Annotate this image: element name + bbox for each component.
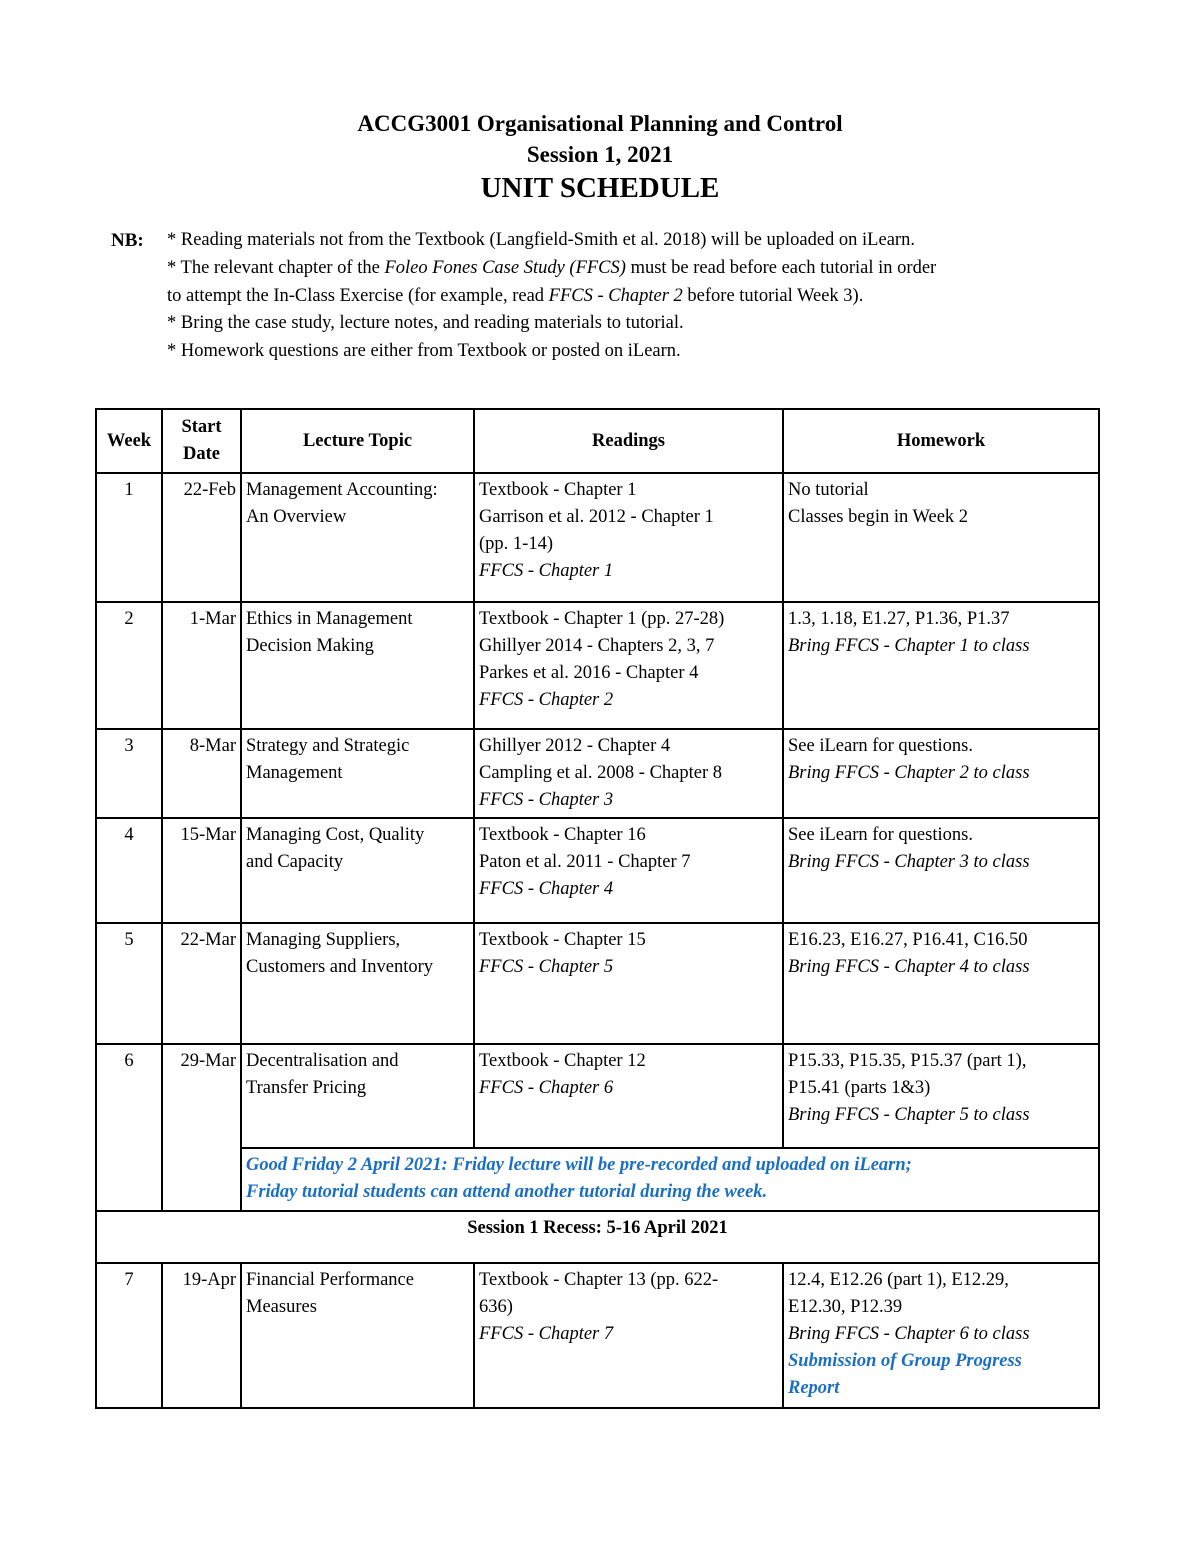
week-cell: 2: [96, 602, 162, 729]
date-cell: 15-Mar: [162, 818, 241, 923]
note-text: to attempt the In-Class Exercise (for example, read: [167, 286, 549, 306]
date-cell: 22-Mar: [162, 923, 241, 1044]
table-row: [96, 923, 1099, 1044]
week-cell: 7: [96, 1263, 162, 1408]
cell-line: An Overview: [246, 507, 347, 527]
good-friday-row: [96, 1148, 1099, 1211]
note-text: * The relevant chapter of the: [167, 258, 385, 278]
note-text-italic: FFCS - Chapter 2: [548, 286, 683, 306]
cell-line: Measures: [246, 1297, 317, 1317]
cell-line: Decentralisation and: [246, 1051, 399, 1071]
cell-line: Classes begin in Week 2: [788, 507, 969, 527]
notes-label: NB:: [111, 230, 144, 251]
week-cell: 6: [96, 1044, 162, 1211]
header-text: Date: [183, 444, 220, 464]
cell-line-italic: Bring FFCS - Chapter 3 to class: [788, 852, 1030, 872]
cell-line: Paton et al. 2011 - Chapter 7: [479, 852, 691, 872]
readings-cell: [474, 1263, 783, 1408]
cell-line-italic: FFCS - Chapter 2: [479, 690, 614, 710]
homework-cell: [783, 1044, 1099, 1148]
week-cell: 1: [96, 473, 162, 602]
table-row: [96, 729, 1099, 818]
note-line: Good Friday 2 April 2021: Friday lecture will be pre-recorded and uploaded on iLearn;: [246, 1155, 912, 1175]
cell-line-italic: FFCS - Chapter 3: [479, 790, 614, 810]
cell-line: 636): [479, 1297, 513, 1317]
week-cell: 4: [96, 818, 162, 923]
homework-cell: [783, 818, 1099, 923]
cell-line: (pp. 1-14): [479, 534, 553, 554]
cell-line: Textbook - Chapter 1 (pp. 27-28): [479, 609, 725, 629]
cell-line: Decision Making: [246, 636, 374, 656]
cell-line: and Capacity: [246, 852, 344, 872]
recess-row: [96, 1211, 1099, 1263]
header-lecture-topic: Lecture Topic: [241, 409, 474, 473]
date-cell: 22-Feb: [162, 473, 241, 602]
cell-line: Ethics in Management: [246, 609, 413, 629]
readings-cell: [474, 729, 783, 818]
date-cell: 8-Mar: [162, 729, 241, 818]
cell-line-italic: FFCS - Chapter 1: [479, 561, 614, 581]
note-line-1: * Reading materials not from the Textbook (Langfield-Smith et al. 2018) will be uploaded on iLearn.: [167, 230, 915, 250]
cell-line-italic: FFCS - Chapter 7: [479, 1324, 614, 1344]
cell-line: Managing Cost, Quality: [246, 825, 425, 845]
cell-line: Textbook - Chapter 1: [479, 480, 637, 500]
topic-cell: [241, 923, 474, 1044]
topic-cell: [241, 473, 474, 602]
page-heading: UNIT SCHEDULE: [480, 172, 720, 204]
date-cell: 19-Apr: [162, 1263, 241, 1408]
table-row: [96, 1263, 1099, 1408]
cell-line-italic: Bring FFCS - Chapter 5 to class: [788, 1105, 1030, 1125]
readings-cell: [474, 602, 783, 729]
cell-line: Management Accounting:: [246, 480, 438, 500]
header-homework: Homework: [783, 409, 1099, 473]
readings-cell: [474, 1044, 783, 1148]
cell-line: Textbook - Chapter 16: [479, 825, 646, 845]
cell-line: No tutorial: [788, 480, 869, 500]
cell-line: 12.4, E12.26 (part 1), E12.29,: [788, 1270, 1009, 1290]
cell-line-italic: FFCS - Chapter 6: [479, 1078, 614, 1098]
cell-line-italic: Bring FFCS - Chapter 2 to class: [788, 763, 1030, 783]
readings-cell: [474, 818, 783, 923]
cell-line: See iLearn for questions.: [788, 825, 973, 845]
topic-cell: [241, 818, 474, 923]
homework-cell: [783, 473, 1099, 602]
note-text: must be read before each tutorial in order: [625, 258, 937, 278]
readings-cell: [474, 473, 783, 602]
note-line-4: * Bring the case study, lecture notes, and reading materials to tutorial.: [167, 313, 684, 333]
homework-cell: [783, 1263, 1099, 1408]
header-readings: Readings: [474, 409, 783, 473]
cell-line: Financial Performance: [246, 1270, 414, 1290]
cell-line: Textbook - Chapter 12: [479, 1051, 646, 1071]
readings-cell: [474, 923, 783, 1044]
recess-label: Session 1 Recess: 5-16 April 2021: [96, 1211, 1099, 1263]
course-title: ACCG3001 Organisational Planning and Control: [357, 111, 843, 136]
schedule-table: [95, 408, 1100, 1409]
cell-line-italic: Bring FFCS - Chapter 4 to class: [788, 957, 1030, 977]
table-row: [96, 818, 1099, 923]
cell-line-italic: Bring FFCS - Chapter 1 to class: [788, 636, 1030, 656]
topic-cell: [241, 1263, 474, 1408]
cell-line: See iLearn for questions.: [788, 736, 973, 756]
cell-line: P15.41 (parts 1&3): [788, 1078, 931, 1098]
table-header-row: [96, 409, 1099, 473]
topic-cell: [241, 1044, 474, 1148]
cell-line: Transfer Pricing: [246, 1078, 367, 1098]
cell-line: E12.30, P12.39: [788, 1297, 903, 1317]
cell-line: Customers and Inventory: [246, 957, 434, 977]
table-row: [96, 1044, 1099, 1148]
week-cell: 5: [96, 923, 162, 1044]
cell-line: 1.3, 1.18, E1.27, P1.36, P1.37: [788, 609, 1010, 629]
cell-line: Ghillyer 2014 - Chapters 2, 3, 7: [479, 636, 715, 656]
cell-line-highlight: Submission of Group Progress: [788, 1351, 1022, 1371]
homework-cell: [783, 923, 1099, 1044]
cell-line: E16.23, E16.27, P16.41, C16.50: [788, 930, 1028, 950]
cell-line: Textbook - Chapter 13 (pp. 622-: [479, 1270, 719, 1290]
note-text-italic: Foleo Fones Case Study (FFCS): [384, 258, 626, 278]
cell-line: Campling et al. 2008 - Chapter 8: [479, 763, 723, 783]
note-line-2: [167, 258, 936, 279]
cell-line-italic: Bring FFCS - Chapter 6 to class: [788, 1324, 1030, 1344]
cell-line-italic: FFCS - Chapter 4: [479, 879, 614, 899]
cell-line: Managing Suppliers,: [246, 930, 401, 950]
cell-line: Strategy and Strategic: [246, 736, 410, 756]
homework-cell: [783, 729, 1099, 818]
note-text: before tutorial Week 3).: [682, 286, 864, 306]
note-line: Friday tutorial students can attend another tutorial during the week.: [246, 1182, 768, 1202]
header-start-date: [162, 409, 241, 473]
session-label: Session 1, 2021: [526, 142, 674, 167]
date-cell: 29-Mar: [162, 1044, 241, 1211]
cell-line: Management: [246, 763, 343, 783]
table-row: [96, 473, 1099, 602]
header-week: Week: [96, 409, 162, 473]
header-text: Start: [181, 417, 222, 437]
good-friday-note: [241, 1148, 1099, 1211]
table-row: [96, 602, 1099, 729]
week-cell: 3: [96, 729, 162, 818]
cell-line: Textbook - Chapter 15: [479, 930, 646, 950]
note-line-3: [167, 286, 863, 307]
cell-line: Garrison et al. 2012 - Chapter 1: [479, 507, 714, 527]
topic-cell: [241, 729, 474, 818]
date-cell: 1-Mar: [162, 602, 241, 729]
cell-line: Parkes et al. 2016 - Chapter 4: [479, 663, 699, 683]
topic-cell: [241, 602, 474, 729]
cell-line-italic: FFCS - Chapter 5: [479, 957, 614, 977]
cell-line: P15.33, P15.35, P15.37 (part 1),: [788, 1051, 1027, 1071]
homework-cell: [783, 602, 1099, 729]
note-line-5: * Homework questions are either from Textbook or posted on iLearn.: [167, 341, 681, 361]
cell-line: Ghillyer 2012 - Chapter 4: [479, 736, 671, 756]
cell-line-highlight: Report: [788, 1378, 840, 1398]
